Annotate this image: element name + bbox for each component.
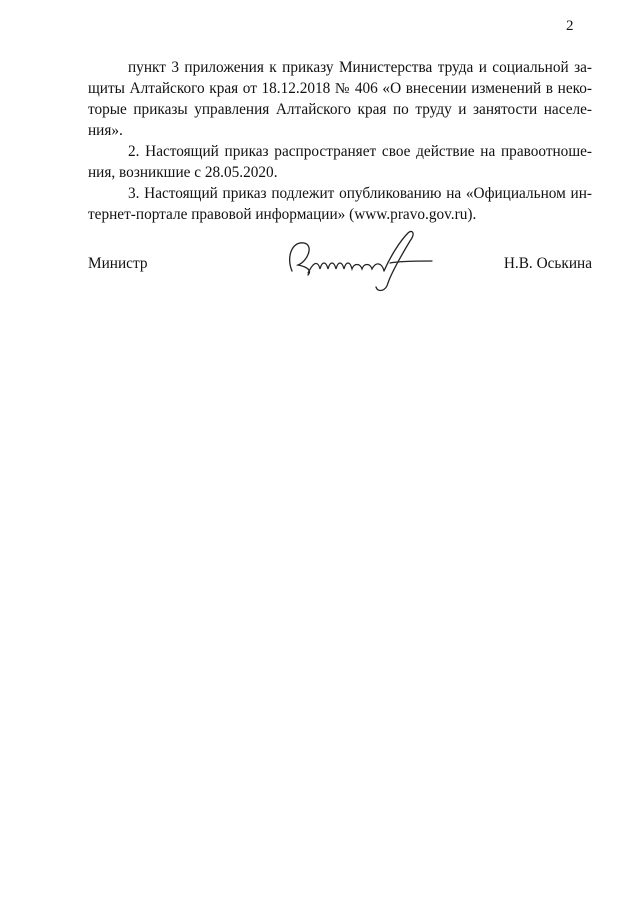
- handwritten-signature: [278, 227, 438, 297]
- body-line: щиты Алтайского края от 18.12.2018 № 406 «О внесении изменений в неко-: [88, 80, 592, 97]
- signatory-title: Министр: [88, 255, 148, 272]
- paragraph-2-line: ния, возникшие с 28.05.2020.: [88, 164, 278, 181]
- body-line: ния».: [88, 122, 123, 139]
- signature-block: [0, 245, 640, 295]
- body-line: торые приказы управления Алтайского края по труду и занятости населе-: [88, 101, 592, 118]
- paragraph-2-line: 2. Настоящий приказ распространяет свое действие на правоотноше-: [128, 143, 592, 160]
- page-number: 2: [566, 18, 574, 34]
- body-line: пункт 3 приложения к приказу Министерства труда и социальной за-: [128, 59, 592, 76]
- signatory-name: Н.В. Оськина: [503, 255, 592, 272]
- paragraph-3-line: 3. Настоящий приказ подлежит опубликованию на «Официальном ин-: [128, 185, 592, 202]
- paragraph-3-line: тернет-портале правовой информации» (www.pravo.gov.ru).: [88, 206, 477, 223]
